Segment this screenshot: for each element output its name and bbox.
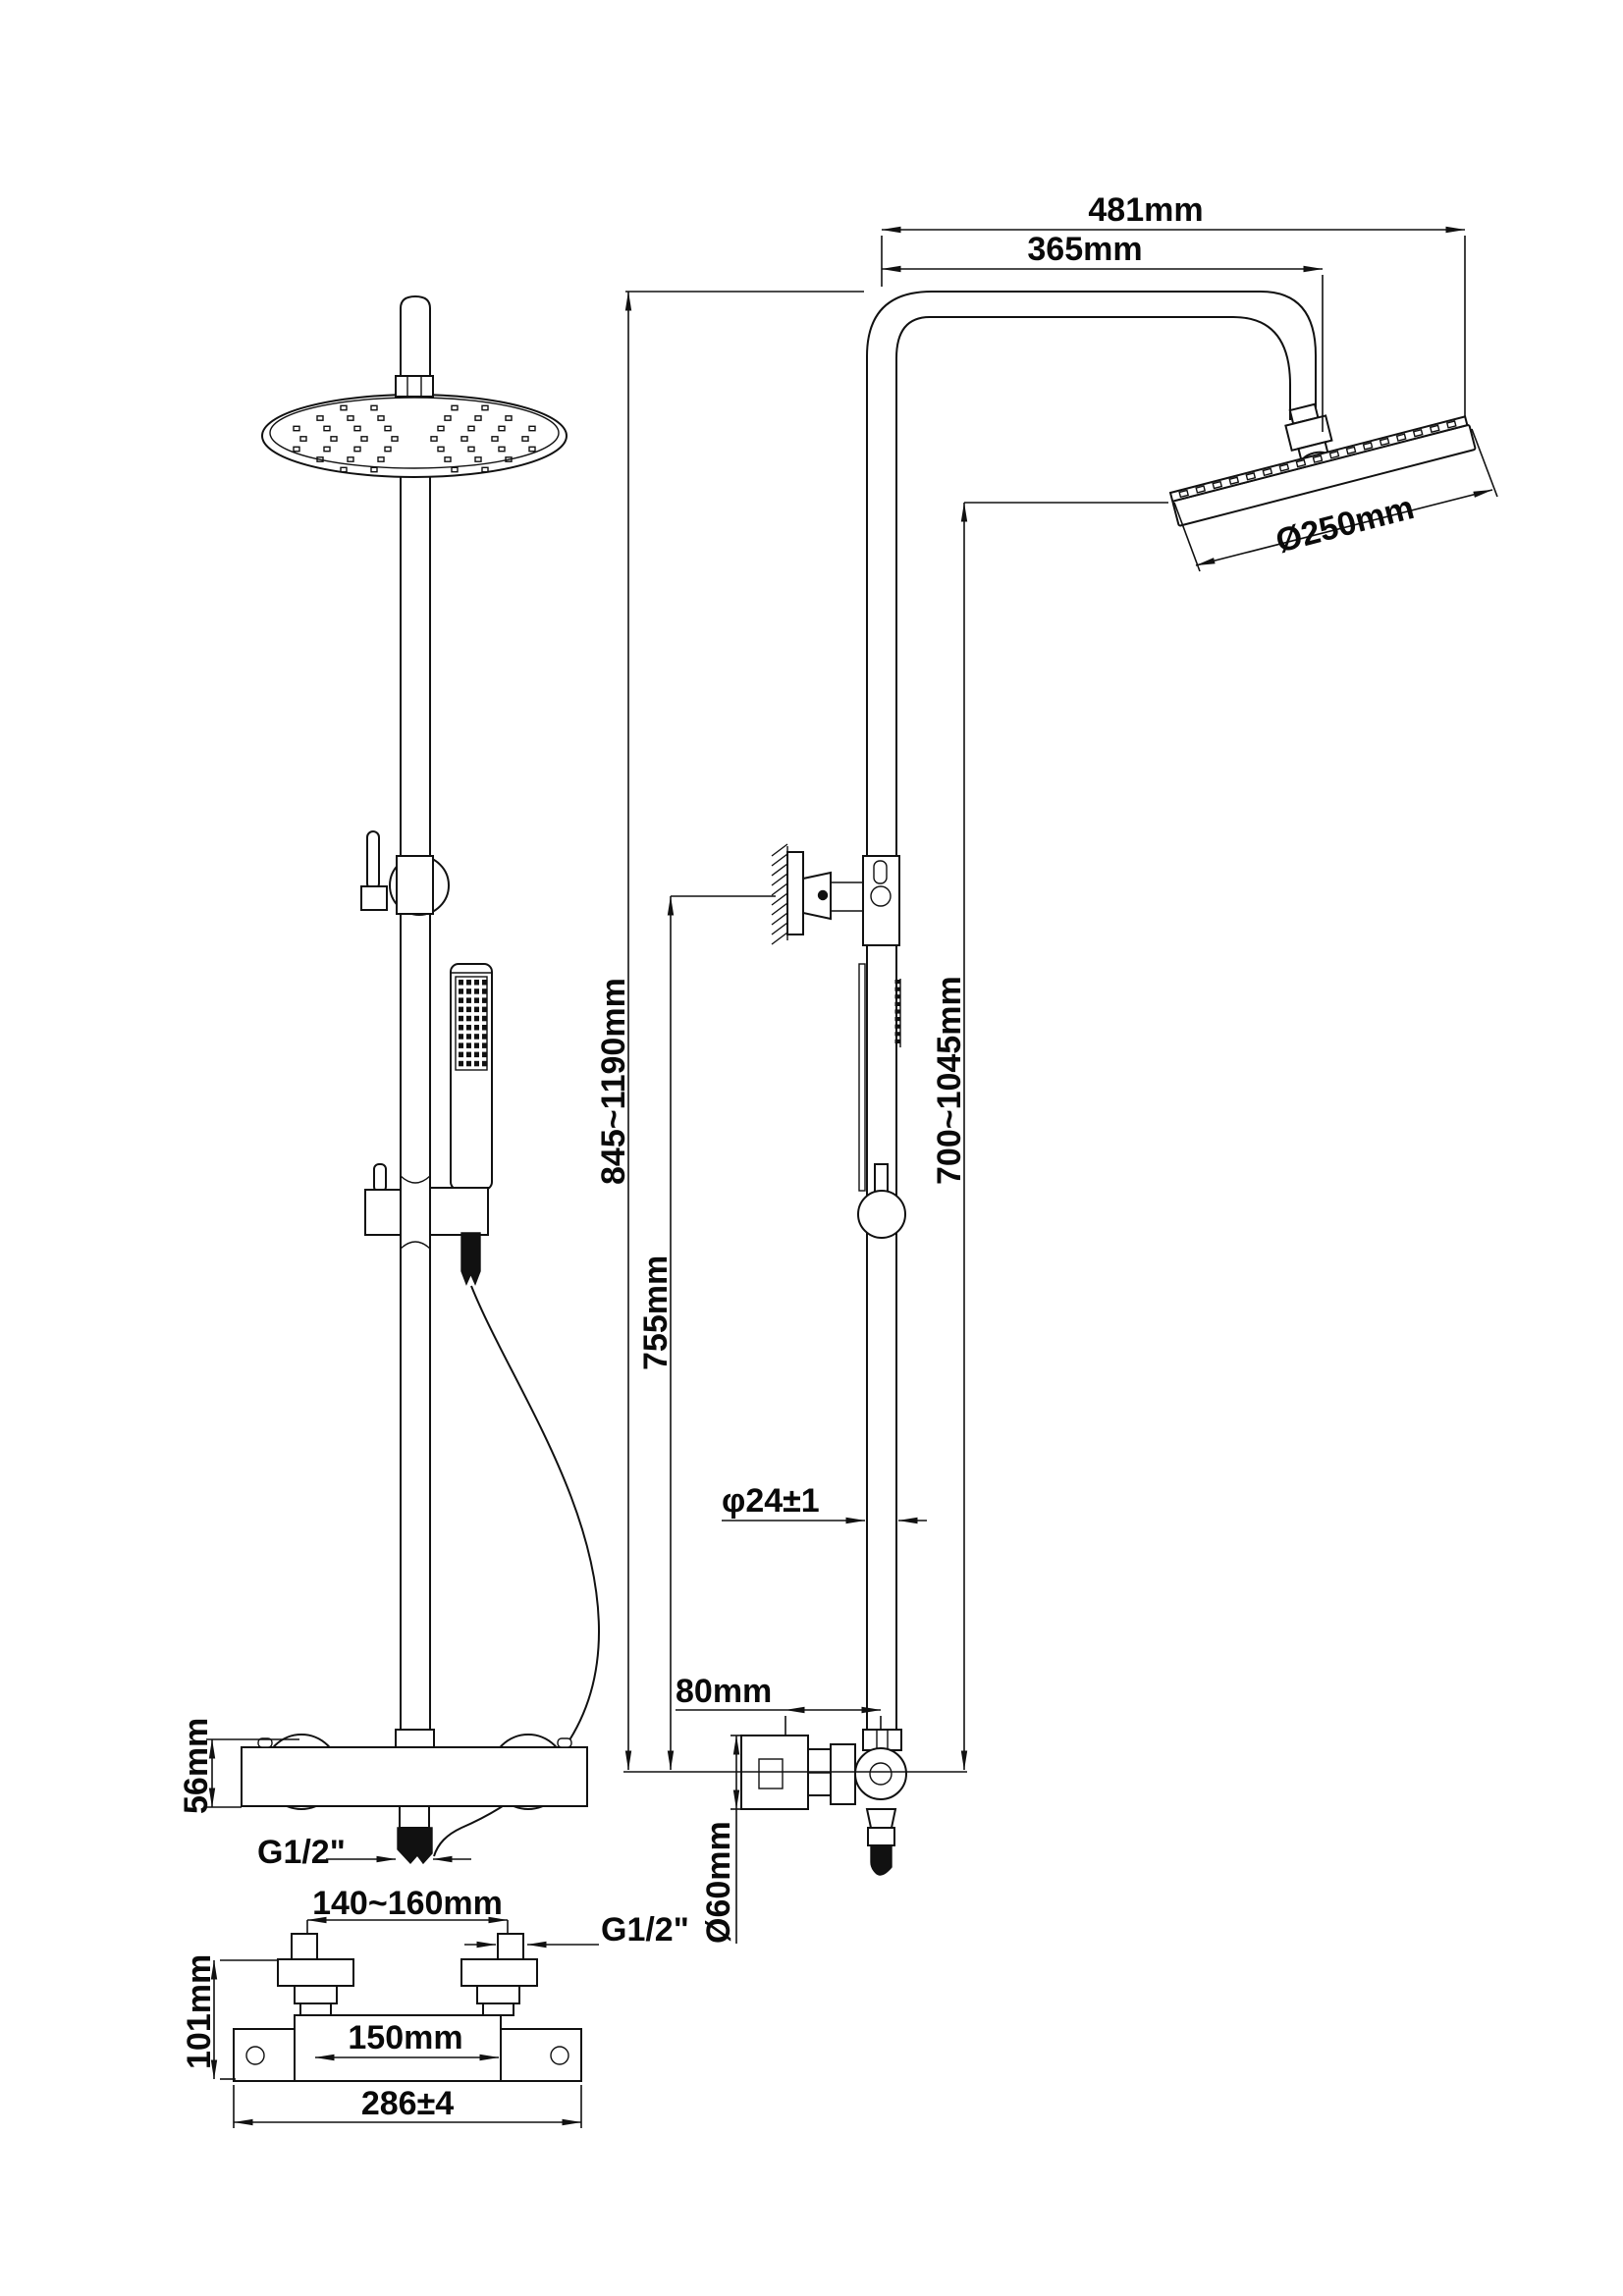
side-view xyxy=(595,191,1497,1944)
dim-label-365mm: 365mm xyxy=(1027,231,1143,268)
dim-label-g12-inlet: G1/2" xyxy=(601,1911,689,1949)
dim-label-g12-outlet: G1/2" xyxy=(257,1834,346,1871)
hand-shower-edge xyxy=(895,980,901,1043)
dim-riser-height xyxy=(931,503,1168,1770)
thermostatic-valve-side xyxy=(741,1730,906,1875)
head-connector-nut xyxy=(396,376,433,397)
screw-hole-left xyxy=(246,2047,264,2064)
slider-side xyxy=(858,964,905,1238)
dim-label-481mm: 481mm xyxy=(1088,191,1204,229)
dim-label-140-160: 140~160mm xyxy=(312,1885,503,1922)
riser-base xyxy=(396,1730,434,1747)
dim-top-width xyxy=(882,191,1465,416)
slider-lock-pin xyxy=(374,1164,386,1192)
dim-arm-reach xyxy=(882,231,1323,432)
dim-label-80mm: 80mm xyxy=(676,1673,773,1710)
outlet-hose-connector xyxy=(398,1828,432,1863)
bracket-screw xyxy=(819,891,828,900)
dim-label-150mm: 150mm xyxy=(348,2019,463,2056)
dim-label-700-1045: 700~1045mm xyxy=(931,976,968,1185)
wall-hatching xyxy=(772,844,787,944)
hand-shower xyxy=(451,964,492,1190)
wall-bracket-front xyxy=(361,831,449,915)
riser-pipe xyxy=(401,296,430,1731)
right-inlet xyxy=(461,1934,537,2015)
bottom-view xyxy=(181,1911,689,2128)
valve-outlet xyxy=(400,1806,429,1828)
slider-knob xyxy=(858,1191,905,1238)
dim-label-56mm: 56mm xyxy=(178,1717,215,1814)
dim-valve-diameter xyxy=(700,1735,743,1944)
rain-shower-head xyxy=(262,376,567,477)
pipe-nut xyxy=(863,1730,901,1750)
front-view xyxy=(178,296,599,1936)
dim-label-845-1190: 845~1190mm xyxy=(595,978,632,1185)
left-inlet xyxy=(278,1934,353,2015)
dim-label-250mm: Ø250mm xyxy=(1271,488,1419,561)
hose-connector xyxy=(461,1233,480,1284)
bracket-lever xyxy=(367,831,379,889)
wall-bracket-side xyxy=(772,844,899,945)
dim-bracket-height xyxy=(637,896,776,1770)
dim-plate-width xyxy=(234,2085,581,2128)
outlet-hose-side xyxy=(871,1845,892,1875)
dim-label-phi24: φ24±1 xyxy=(722,1482,820,1520)
dim-wall-offset xyxy=(676,1673,881,1735)
dim-label-101mm: 101mm xyxy=(181,1953,218,2069)
dim-inlet-spacing xyxy=(307,1885,508,1936)
hand-shower-holder xyxy=(430,1188,488,1235)
dim-outlet-thread xyxy=(257,1834,471,1871)
dim-label-286: 286±4 xyxy=(360,2085,455,2122)
dim-label-60mm: Ø60mm xyxy=(700,1821,737,1944)
valve-body xyxy=(242,1747,587,1806)
screw-hole-right xyxy=(551,2047,568,2064)
dim-overall-height xyxy=(595,292,864,1770)
slide-rail xyxy=(859,964,865,1191)
dim-label-755mm: 755mm xyxy=(637,1255,675,1370)
